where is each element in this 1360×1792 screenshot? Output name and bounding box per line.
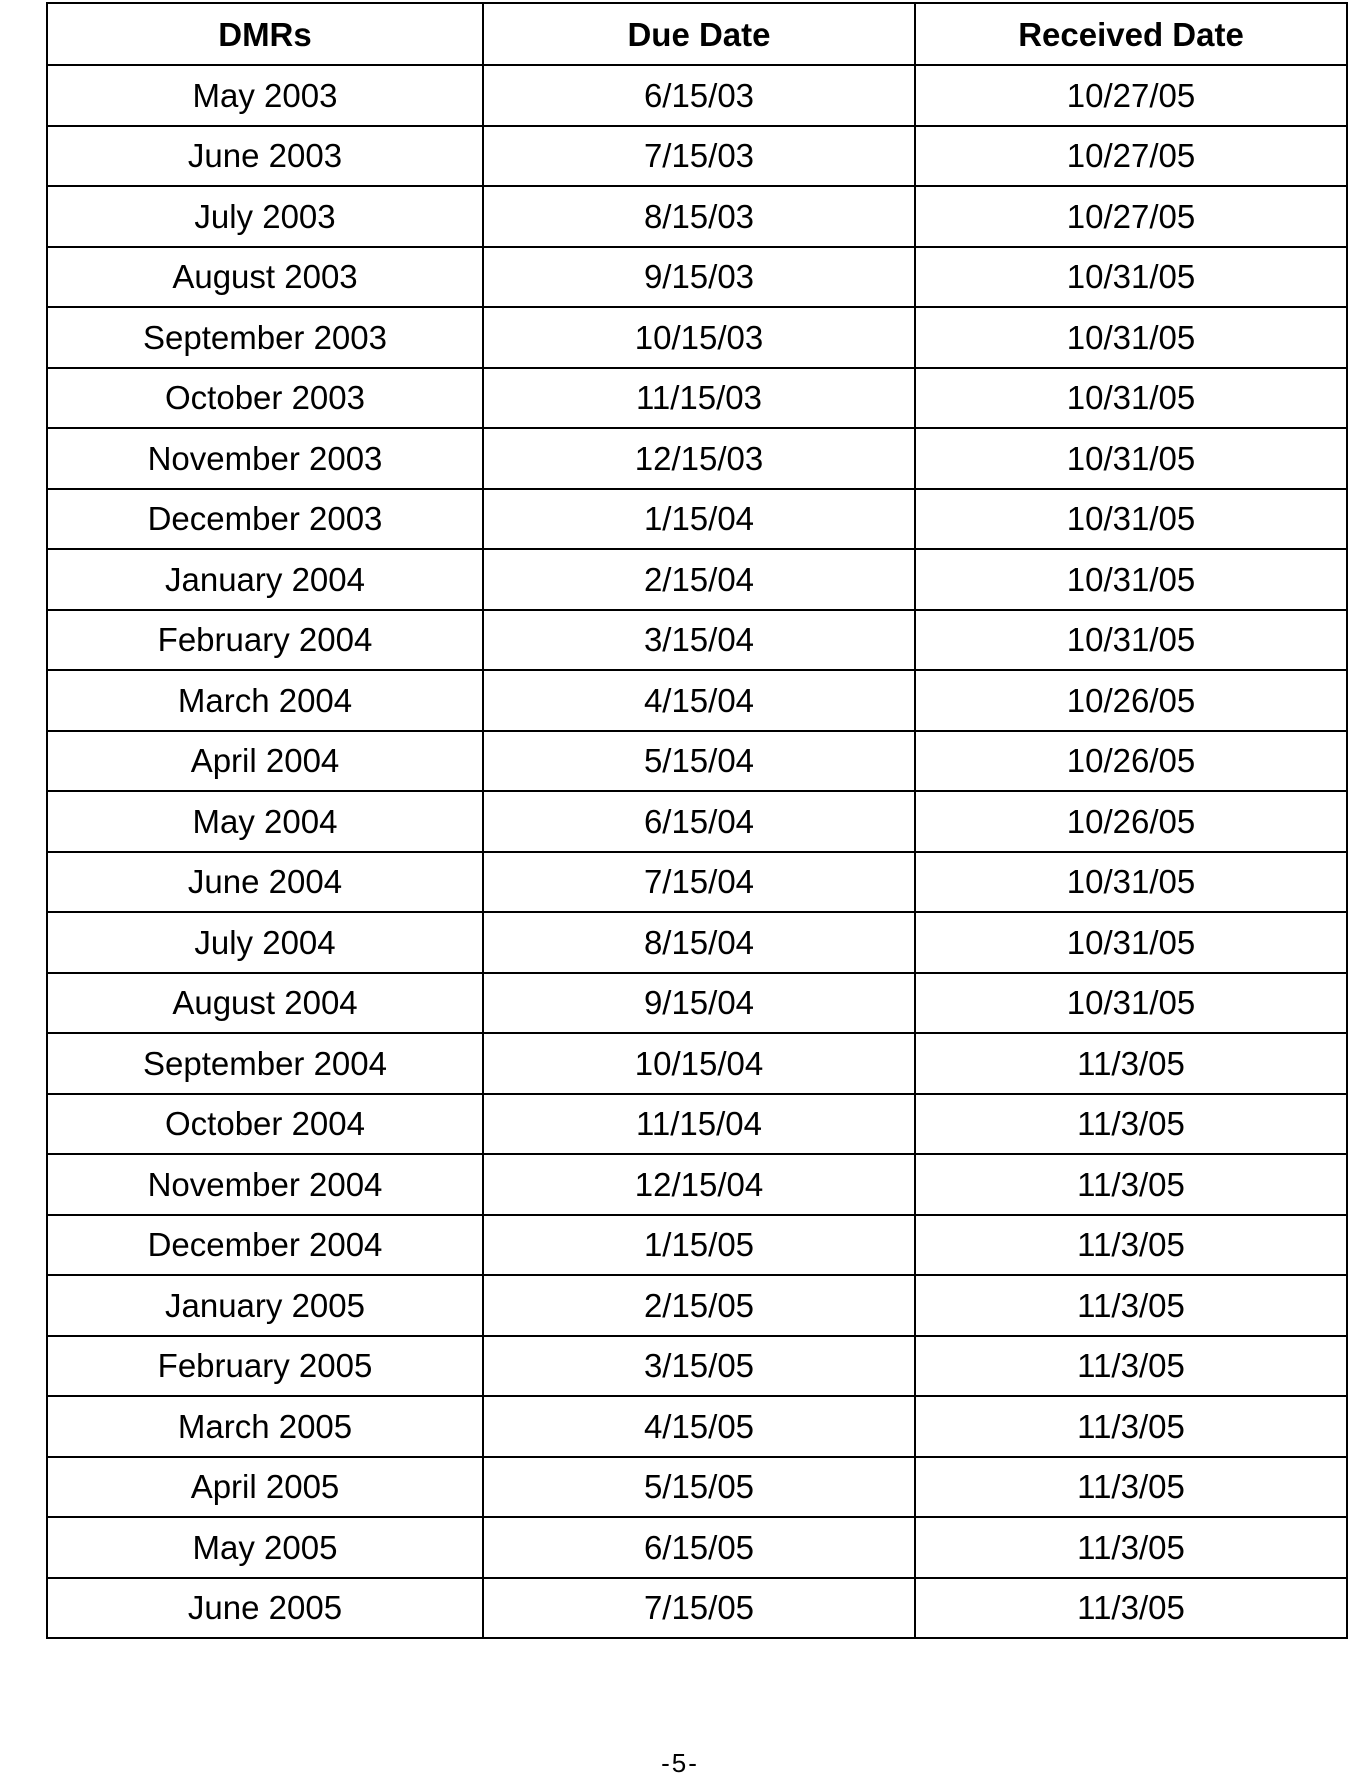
dmr-month-cell: May 2005 (47, 1517, 483, 1578)
received-date-cell: 11/3/05 (915, 1578, 1347, 1639)
table-row (47, 852, 1347, 913)
table-row (47, 610, 1347, 671)
received-date-cell: 11/3/05 (915, 1033, 1347, 1094)
received-date-cell: 11/3/05 (915, 1336, 1347, 1397)
due-date-cell: 8/15/03 (483, 186, 915, 247)
due-date-cell: 3/15/05 (483, 1336, 915, 1397)
table-row (47, 247, 1347, 308)
received-date-cell: 10/31/05 (915, 428, 1347, 489)
due-date-cell: 11/15/03 (483, 368, 915, 429)
dmr-month-cell: June 2003 (47, 126, 483, 187)
due-date-cell: 5/15/05 (483, 1457, 915, 1518)
table-row (47, 368, 1347, 429)
received-date-cell: 10/31/05 (915, 489, 1347, 550)
table-row (47, 186, 1347, 247)
table-row (47, 549, 1347, 610)
table-row (47, 428, 1347, 489)
table-row (47, 307, 1347, 368)
column-header-due-date: Due Date (483, 3, 915, 65)
dmr-month-cell: July 2003 (47, 186, 483, 247)
received-date-cell: 10/31/05 (915, 549, 1347, 610)
dmr-month-cell: June 2005 (47, 1578, 483, 1639)
received-date-cell: 11/3/05 (915, 1094, 1347, 1155)
table-row (47, 489, 1347, 550)
dmr-month-cell: October 2004 (47, 1094, 483, 1155)
received-date-cell: 10/27/05 (915, 65, 1347, 126)
dmr-month-cell: February 2004 (47, 610, 483, 671)
due-date-cell: 4/15/04 (483, 670, 915, 731)
received-date-cell: 10/26/05 (915, 791, 1347, 852)
dmr-month-cell: April 2005 (47, 1457, 483, 1518)
table-row (47, 1396, 1347, 1457)
dmr-month-cell: December 2004 (47, 1215, 483, 1276)
table-row (47, 1578, 1347, 1639)
table-body (47, 65, 1347, 1638)
dmr-month-cell: September 2004 (47, 1033, 483, 1094)
dmr-month-cell: March 2004 (47, 670, 483, 731)
received-date-cell: 10/31/05 (915, 247, 1347, 308)
dmr-month-cell: May 2003 (47, 65, 483, 126)
table-header (47, 3, 1347, 65)
received-date-cell: 10/31/05 (915, 610, 1347, 671)
due-date-cell: 10/15/04 (483, 1033, 915, 1094)
received-date-cell: 11/3/05 (915, 1154, 1347, 1215)
dmr-month-cell: July 2004 (47, 912, 483, 973)
dmr-table (46, 2, 1348, 1639)
received-date-cell: 10/31/05 (915, 912, 1347, 973)
received-date-cell: 10/26/05 (915, 731, 1347, 792)
table-row (47, 912, 1347, 973)
due-date-cell: 12/15/04 (483, 1154, 915, 1215)
due-date-cell: 1/15/05 (483, 1215, 915, 1276)
due-date-cell: 3/15/04 (483, 610, 915, 671)
due-date-cell: 11/15/04 (483, 1094, 915, 1155)
due-date-cell: 6/15/04 (483, 791, 915, 852)
due-date-cell: 7/15/03 (483, 126, 915, 187)
due-date-cell: 12/15/03 (483, 428, 915, 489)
table-row (47, 1275, 1347, 1336)
table-row (47, 1215, 1347, 1276)
column-header-received-date: Received Date (915, 3, 1347, 65)
due-date-cell: 5/15/04 (483, 731, 915, 792)
table-row (47, 1336, 1347, 1397)
dmr-month-cell: August 2003 (47, 247, 483, 308)
dmr-month-cell: October 2003 (47, 368, 483, 429)
dmr-month-cell: August 2004 (47, 973, 483, 1034)
received-date-cell: 11/3/05 (915, 1275, 1347, 1336)
due-date-cell: 2/15/05 (483, 1275, 915, 1336)
received-date-cell: 11/3/05 (915, 1457, 1347, 1518)
due-date-cell: 6/15/03 (483, 65, 915, 126)
received-date-cell: 10/27/05 (915, 126, 1347, 187)
table-row (47, 1517, 1347, 1578)
dmr-month-cell: February 2005 (47, 1336, 483, 1397)
received-date-cell: 10/31/05 (915, 368, 1347, 429)
dmr-month-cell: December 2003 (47, 489, 483, 550)
due-date-cell: 9/15/03 (483, 247, 915, 308)
received-date-cell: 11/3/05 (915, 1517, 1347, 1578)
column-header-dmrs: DMRs (47, 3, 483, 65)
due-date-cell: 7/15/04 (483, 852, 915, 913)
received-date-cell: 10/31/05 (915, 307, 1347, 368)
received-date-cell: 11/3/05 (915, 1215, 1347, 1276)
table-row (47, 731, 1347, 792)
due-date-cell: 7/15/05 (483, 1578, 915, 1639)
dmr-month-cell: March 2005 (47, 1396, 483, 1457)
table-row (47, 1457, 1347, 1518)
received-date-cell: 11/3/05 (915, 1396, 1347, 1457)
table-row (47, 1094, 1347, 1155)
page-number: -5- (661, 1748, 699, 1778)
dmr-month-cell: January 2004 (47, 549, 483, 610)
table-row (47, 65, 1347, 126)
dmr-month-cell: November 2004 (47, 1154, 483, 1215)
header-row (47, 3, 1347, 65)
dmr-month-cell: September 2003 (47, 307, 483, 368)
received-date-cell: 10/27/05 (915, 186, 1347, 247)
dmr-month-cell: January 2005 (47, 1275, 483, 1336)
dmr-month-cell: June 2004 (47, 852, 483, 913)
due-date-cell: 4/15/05 (483, 1396, 915, 1457)
due-date-cell: 6/15/05 (483, 1517, 915, 1578)
due-date-cell: 9/15/04 (483, 973, 915, 1034)
received-date-cell: 10/31/05 (915, 852, 1347, 913)
dmr-month-cell: May 2004 (47, 791, 483, 852)
due-date-cell: 10/15/03 (483, 307, 915, 368)
received-date-cell: 10/31/05 (915, 973, 1347, 1034)
table-row (47, 973, 1347, 1034)
table-row (47, 670, 1347, 731)
due-date-cell: 8/15/04 (483, 912, 915, 973)
received-date-cell: 10/26/05 (915, 670, 1347, 731)
due-date-cell: 1/15/04 (483, 489, 915, 550)
table-row (47, 1154, 1347, 1215)
dmr-month-cell: November 2003 (47, 428, 483, 489)
table-row (47, 791, 1347, 852)
due-date-cell: 2/15/04 (483, 549, 915, 610)
dmr-month-cell: April 2004 (47, 731, 483, 792)
table-row (47, 126, 1347, 187)
table-row (47, 1033, 1347, 1094)
